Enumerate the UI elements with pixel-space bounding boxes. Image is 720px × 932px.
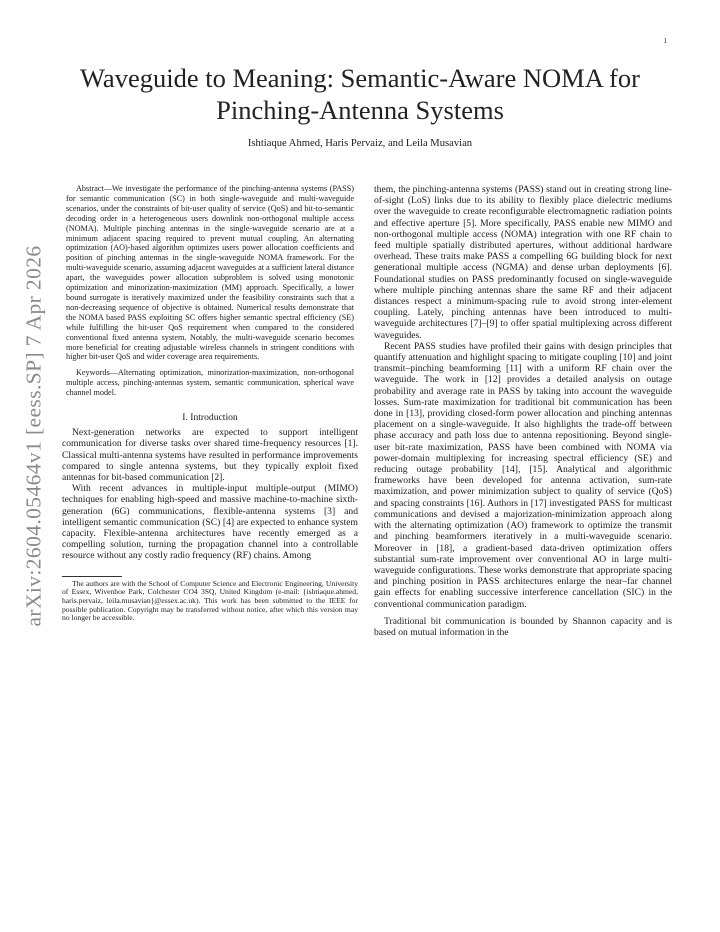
right-paragraph-3: Traditional bit communication is bounded by Shannon capacity and is based on mutual information in the [374, 615, 672, 638]
arxiv-stamp [21, 244, 46, 627]
abstract-text: Abstract—We investigate the performance of the pinching-antenna systems (PASS) for semantic communication (SC) in both single-waveguide and multi-waveguide scenarios, under the constraints of bit-user quality of service (QoS) and bit-to-semantic decoding order in a heterogeneous users downlink non-orthogonal multiple access (NOMA). Multiple pinching antennas in the single-waveguide scenario are at a minimum adjacent spacing required to prevent mutual coupling. An alternating optimization (AO)-based algorithm optimizes users power allocation coefficients and position of pinching antennas in the single-waveguide NOMA framework. For the multi-waveguide scenario, assuming adjacent waveguides at a sufficient lateral distance apart, the waveguides power allocation subproblem is solved using monotonic optimization and minorization-maximization (MM) approach. Specifically, a lower bound surrogate is iteratively maximized under the feasibility constraints such that a non-decreasing sequence of objective is obtained. Numerical results demonstrate that the NOMA based PASS exploiting SC offers higher semantic spectral efficiency (SE) while fulfilling the bit-user QoS requirement when compared to the considered conventional fixed antenna system. Notably, the multi-waveguide scenario becomes more beneficial for creating adjustable wireless channels in stringent conditions with higher bit-user QoS and wider coverage area requirements. [66, 184, 354, 362]
section-heading-introduction: I. Introduction [182, 412, 238, 424]
keywords-text: Keywords—Alternating optimization, minorization-maximization, non-orthogonal multiple access, pinching-antennas system, semantic communication, spherical wave channel model. [66, 368, 354, 398]
intro-paragraph-1: Next-generation networks are expected to support intelligent communication for diverse tasks over shared time-frequency resources [1]. Classical multi-antenna systems have resulted in performance improvements compared to single antenna systems, but they typically exploit fixed antennas for bit-based communication [2]. [62, 427, 358, 484]
footnote-divider [62, 576, 122, 577]
footnote-text: The authors are with the School of Computer Science and Electronic Engineering, University of Essex, Wivenhoe Park, Colchester CO4 3SQ, United Kingdom (e-mail: {ishtiaque.ahmed, haris.pervaiz, leila.musavian}@essex.ac.uk). This work has been submitted to the IEEE for possible publication. Copyright may be transferred without notice, after which this version may no longer be accessible. [62, 578, 358, 623]
abstract [62, 184, 358, 362]
left-column [62, 184, 358, 623]
right-paragraph-2: Recent PASS studies have profiled their gains with design principles that quantify attenuation and highlight spacing to mitigate coupling [10] and joint transmit–pinching beamforming [11] with a uniform RF chain over the waveguide. The work in [12] provides a detailed analysis on outage probability and average rate in PASS by taking into account the waveguide losses. Sum-rate maximization for traditional bit communication has been done in [13], providing closed-form power allocation and pinching antennas placement on a single-waveguide. It also highlights the trade-off between phase accuracy and path loss due to antenna repositioning. Beyond single-user bit-rate maximization, PASS have been combined with NOMA via power-domain multiplexing for increasing spectral efficiency (SE) and reducing outage probability [14], [15]. Analytical and algorithmic frameworks have been developed for antenna activation, sum-rate maximization, and power minimization subject to quality of service (QoS) and spacing constraints [16]. Authors in [17] investigated PASS for multicast communications and devised a majorization-minimization approach along with the alternating optimization (AO) framework to optimize the transmit and pinching beamformers iteratively in a multi-waveguide scenario. Moreover in [18], a gradient-based data-driven optimization offers substantial sum-rate improvement over conventional AO in large multi-waveguide configurations. These works demonstrate that appropriate spacing and pinching position in PASS architectures enlarge the near–far channel gain effects for enabling successive interference cancellation (SIC) in the conventional communication paradigm. [374, 340, 672, 610]
paper-title: Waveguide to Meaning: Semantic-Aware NOMA for Pinching-Antenna Systems [80, 63, 640, 125]
arxiv-identifier: arXiv:2604.05464v1 [eess.SP] 7 Apr 2026 [21, 244, 46, 627]
author-list: Ishtiaque Ahmed, Haris Pervaiz, and Leila Musavian [247, 138, 473, 149]
page-number: 1 [663, 37, 667, 45]
keywords [62, 368, 358, 398]
right-paragraph-1: them, the pinching-antenna systems (PASS) stand out in creating strong line-of-sight (LoS) links due to its ability to flexibly place dielectric mediums over the waveguide to create reconfigurable electromagnetic radiation points and effective aperture [5]. More specifically, PASS enable new MIMO and non-orthogonal multiple access (NOMA) integration with one RF chain to feed multiple spatially distributed apertures, without additional hardware overhead. These traits make PASS a compelling 6G building block for next generational multiple access (NGMA) and dense urban deployments [6]. Foundational studies on PASS predominantly focused on single-waveguide where multiple pinching antennas share the same RF and their adjacent distances respect a minimum-spacing rule to avoid strong inter-element coupling. Lately, pinching antennas have been introduced to multi-waveguide architectures [7]–[9] to offer spatial multiplexing across different waveguides. [374, 184, 672, 341]
right-column [374, 184, 672, 638]
footnote [62, 580, 358, 624]
intro-paragraph-2: With recent advances in multiple-input multiple-output (MIMO) techniques for enabling high-speed and massive machine-to-machine sixth-generation (6G) communications, flexible-antenna systems [3] and intelligent semantic communication (SC) [4] are expected to enhance system capacity. Flexible-antenna architectures have recently emerged as a compelling solution, turning the propagation channel into a controllable resource without any costly radio frequency (RF) chains. Among [62, 483, 358, 562]
